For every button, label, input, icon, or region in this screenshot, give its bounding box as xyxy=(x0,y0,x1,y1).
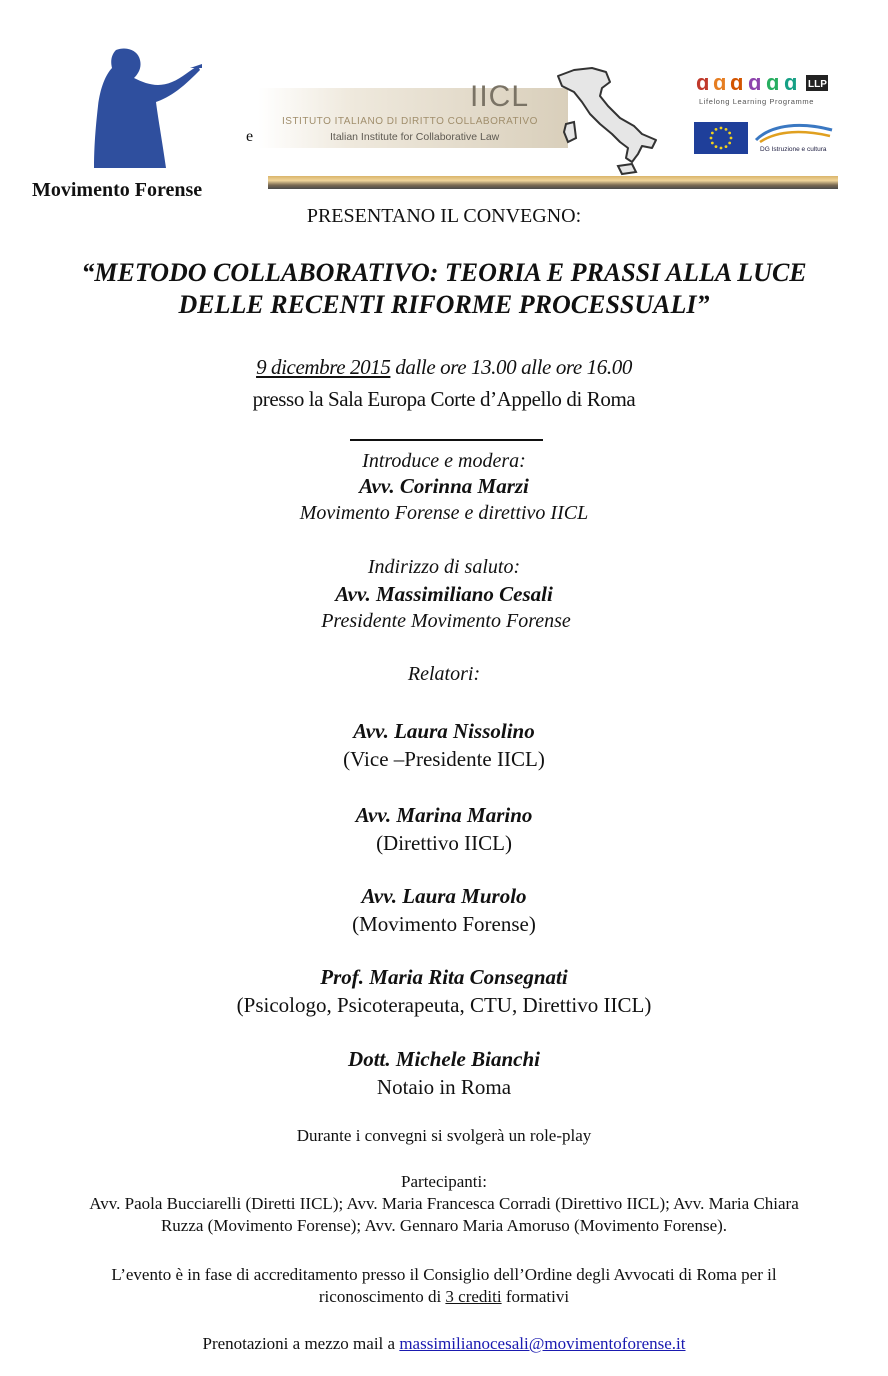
eu-flag-icon xyxy=(694,122,748,154)
movimento-forense-logo xyxy=(86,44,204,170)
roleplay-note: Durante i convegni si svolgerà un role-play xyxy=(296,1126,592,1145)
booking-line xyxy=(0,1334,888,1354)
speaker-name: Avv. Marina Marino xyxy=(355,803,533,827)
italy-map-icon xyxy=(540,62,664,180)
iicl-wordmark: IICL xyxy=(470,80,530,113)
event-date: 9 dicembre 2015 xyxy=(256,355,391,379)
moderator-role: Movimento Forense e direttivo IICL xyxy=(299,502,589,524)
conjunction-text: e xyxy=(246,128,254,145)
eu-star-icon xyxy=(725,128,728,131)
svg-text:ɑ: ɑ xyxy=(784,70,798,95)
participants-line-2: Ruzza (Movimento Forense); Avv. Gennaro Maria Amoruso (Movimento Forense). xyxy=(160,1216,728,1235)
svg-text:ɑ: ɑ xyxy=(766,70,780,95)
section-divider xyxy=(350,439,543,441)
eu-star-icon xyxy=(715,128,718,131)
greeting-name: Avv. Massimiliano Cesali xyxy=(335,582,553,606)
dg-caption: DG Istruzione e cultura xyxy=(760,146,827,153)
event-date-time xyxy=(0,355,888,380)
iicl-name-english: Italian Institute for Collaborative Law xyxy=(330,131,500,143)
speaker-name: Avv. Laura Nissolino xyxy=(353,719,535,743)
booking-text: Prenotazioni a mezzo mail a xyxy=(202,1334,400,1353)
eu-star-icon xyxy=(711,142,714,145)
eu-star-icon xyxy=(728,142,731,145)
speaker-role: Notaio in Roma xyxy=(376,1075,512,1099)
eu-star-icon xyxy=(725,145,728,148)
eu-star-icon xyxy=(715,145,718,148)
event-venue: presso la Sala Europa Corte d’Appello di Roma xyxy=(252,387,636,411)
intro-text: PRESENTANO IL CONVEGNO: xyxy=(306,205,582,227)
speaker-role: (Vice –Presidente IICL) xyxy=(343,747,545,771)
speaker-name: Dott. Michele Bianchi xyxy=(348,1047,540,1071)
eu-star-icon xyxy=(728,132,731,135)
speakers-heading: Relatori: xyxy=(407,663,481,685)
event-time: dalle ore 13.00 alle ore 16.00 xyxy=(390,355,632,379)
iicl-name-italian: ISTITUTO ITALIANO DI DIRITTO COLLABORATIVO xyxy=(282,116,538,127)
eu-star-icon xyxy=(720,147,723,150)
speaker-role: (Psicologo, Psicoterapeuta, CTU, Direttivo IICL) xyxy=(236,993,652,1017)
accreditation-line-2 xyxy=(0,1287,888,1307)
svg-text:ɑ: ɑ xyxy=(713,70,727,95)
svg-text:ɑ: ɑ xyxy=(730,70,744,95)
credits-count: 3 crediti xyxy=(445,1287,502,1306)
eu-star-icon xyxy=(710,137,713,140)
svg-text:ɑ: ɑ xyxy=(696,70,710,95)
greeting-role: Presidente Movimento Forense xyxy=(321,610,571,632)
moderator-name: Avv. Corinna Marzi xyxy=(359,474,529,498)
event-title-line-1: “METODO COLLABORATIVO: TEORIA E PRASSI ALLA LUCE xyxy=(81,258,807,287)
booking-email-link[interactable]: massimilianocesali@movimentoforense.it xyxy=(399,1334,686,1353)
svg-text:ɑ: ɑ xyxy=(748,70,762,95)
eu-star-icon xyxy=(711,132,714,135)
movimento-forense-label: Movimento Forense xyxy=(32,179,203,201)
greeting-heading: Indirizzo di saluto: xyxy=(367,556,521,578)
speaker-role: (Movimento Forense) xyxy=(352,912,536,936)
speaker-role: (Direttivo IICL) xyxy=(376,831,512,855)
speaker-name: Avv. Laura Murolo xyxy=(361,884,527,908)
accreditation-suffix: formativi xyxy=(501,1287,570,1306)
participants-heading: Partecipanti: xyxy=(401,1172,487,1191)
llp-caption: Lifelong Learning Programme xyxy=(699,97,815,106)
speaker-name: Prof. Maria Rita Consegnati xyxy=(320,965,568,989)
moderator-heading: Introduce e modera: xyxy=(362,450,526,472)
llp-badge: LLP xyxy=(808,79,827,90)
accreditation-prefix: riconoscimento di xyxy=(318,1287,446,1306)
event-title-line-2: DELLE RECENTI RIFORME PROCESSUALI” xyxy=(178,290,710,319)
eu-star-icon xyxy=(720,127,723,130)
accreditation-line-1: L’evento è in fase di accreditamento presso il Consiglio dell’Ordine degli Avvocati di Roma per il xyxy=(111,1265,777,1284)
eu-star-icon xyxy=(730,137,733,140)
participants-line-1: Avv. Paola Bucciarelli (Diretti IICL); Avv. Maria Francesca Corradi (Direttivo IICL); Avv. Maria Chiara xyxy=(89,1194,799,1213)
